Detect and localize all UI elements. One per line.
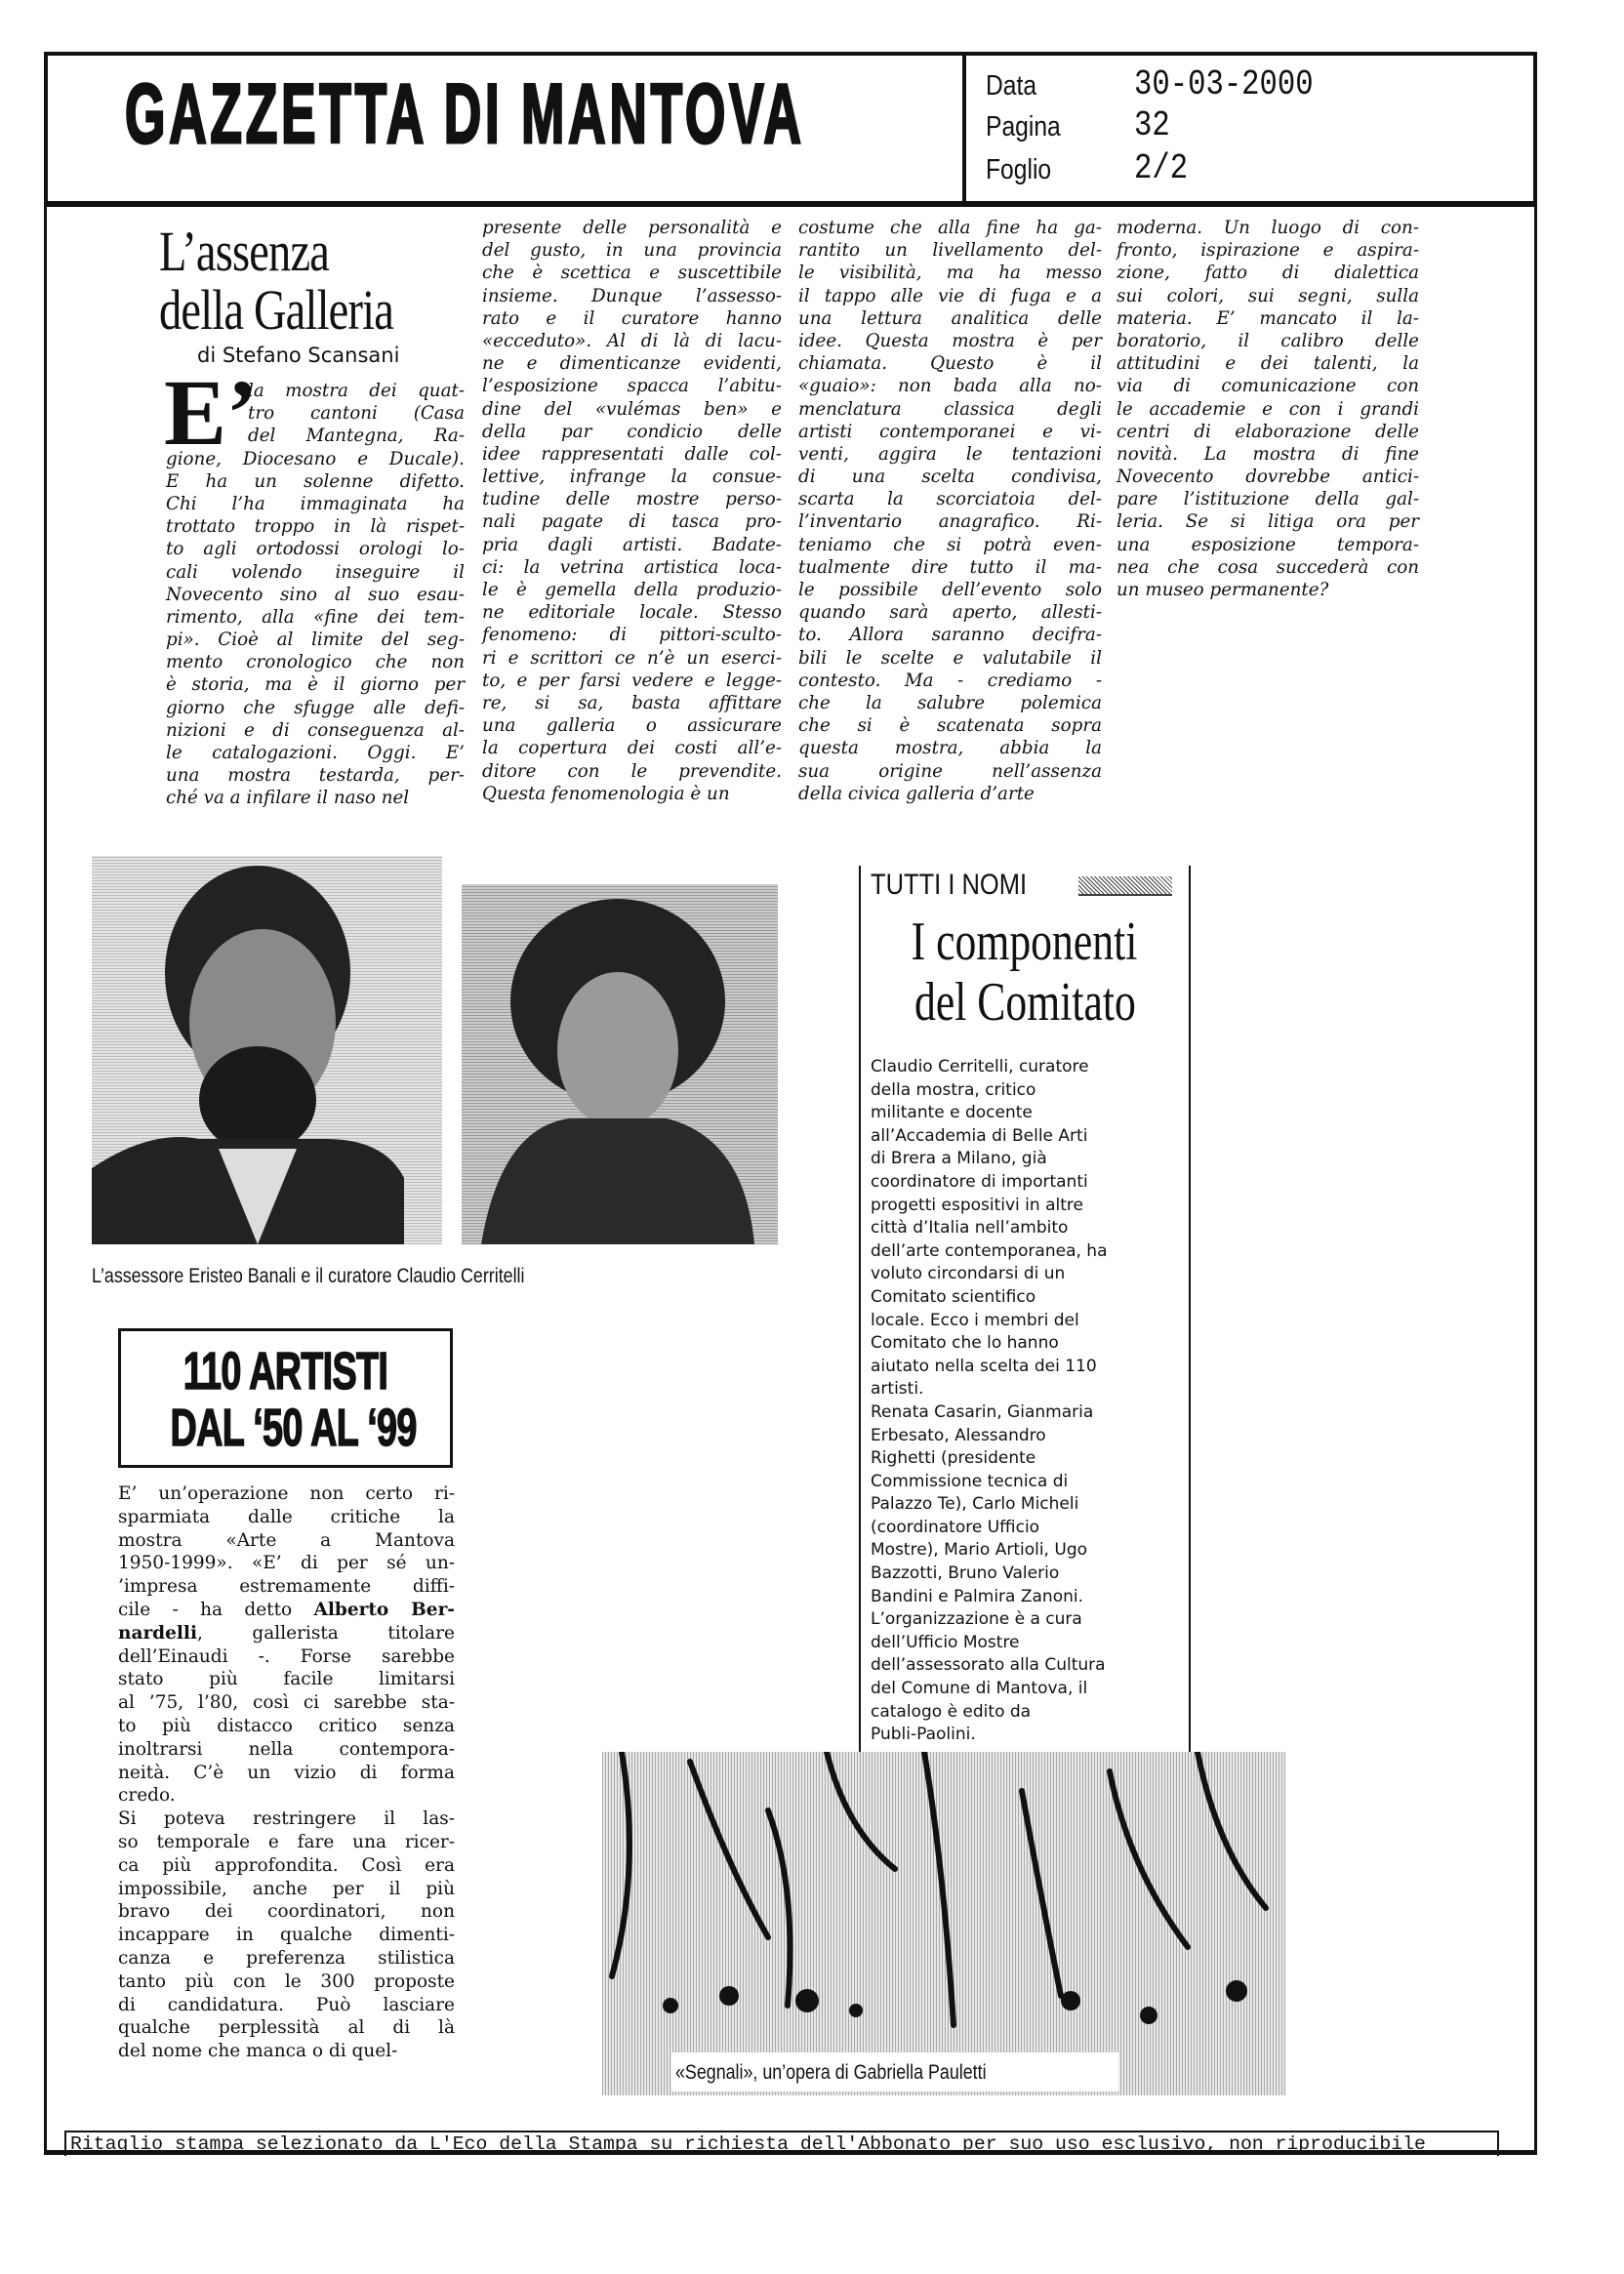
text-line: nea che cosa succederà con [1116, 556, 1419, 578]
text-line: aiutato nella scelta dei 110 [871, 1356, 1097, 1376]
text-line: bravo dei coordinatori, non [118, 1901, 455, 1923]
text-line: una lettura analitica delle [798, 307, 1102, 329]
page-value: 32 [1134, 105, 1170, 145]
date-label: Data [986, 70, 1037, 102]
text-line: Commissione tecnica di [871, 1471, 1069, 1491]
text-line: idee. Questa mostra è per [798, 330, 1102, 351]
text-line: Chi l’ha immaginata ha [166, 493, 465, 514]
text-line: mostra «Arte a Mantova [118, 1529, 455, 1551]
text-line: presente delle personalità e [482, 218, 782, 238]
text-line: 1950-1999». «E’ di per sé un- [118, 1553, 455, 1574]
text-line: ca più approfondita. Così era [118, 1854, 455, 1876]
text-line: dell’Einaudi -. Forse sarebbe [118, 1645, 455, 1667]
text-line: lettive, infrange la consue- [482, 467, 782, 488]
bold-name: nardelli [118, 1622, 197, 1644]
text-line: artisti. [871, 1379, 924, 1400]
text-line: Bazzotti, Bruno Valerio [871, 1563, 1060, 1584]
text-line: costume che alla fine ha ga- [798, 218, 1102, 238]
text-line [118, 1599, 455, 1622]
text-line: to. Allora saranno decifra- [798, 625, 1102, 646]
text-segment: cile - ha detto [118, 1599, 314, 1620]
text-line: idee rappresentati dalle col- [482, 443, 782, 465]
text-line: questa mostra, abbia la [798, 738, 1102, 759]
text-line: Comitato scientifico [871, 1286, 1036, 1307]
text-line: dell’Ufficio Mostre [871, 1632, 1020, 1652]
text-line: (coordinatore Ufficio [871, 1517, 1040, 1537]
text-line: to, e per farsi vedere e legge- [482, 670, 782, 691]
article-column-1 [166, 380, 465, 810]
headline-line-1: L’assenza [159, 220, 330, 283]
text-line: ne e dimenticanze evidenti, [482, 353, 782, 375]
text-line: centri di elaborazione delle [1116, 421, 1419, 442]
text-line: del nome che manca o di quel- [118, 2041, 398, 2062]
text-line: incappare in qualche dimenti- [118, 1925, 455, 1946]
text-line: del Comune di Mantova, il [871, 1679, 1088, 1699]
text-line: rantito un livellamento del- [798, 240, 1102, 262]
text-line: leria. Se si litiga ora per [1116, 511, 1419, 533]
text-line [118, 1622, 455, 1645]
text-line: materia. E’ mancato il la- [1116, 307, 1419, 329]
photo-eristeo-banali [92, 856, 442, 1244]
text-line: fenomeno: di pittori-sculto- [482, 625, 782, 646]
text-line: impossibile, anche per il più [118, 1878, 455, 1899]
sheet-label: Foglio [986, 154, 1052, 185]
text-line: che è scettica e suscettibile [482, 263, 782, 284]
text-line: sparmiata dalle critiche la [118, 1506, 455, 1527]
press-clipping-notice: Ritaglio stampa selezionato da L'Eco della Stampa su richiesta dell'Abbonato per suo uso esclusivo, non riproducibile [64, 2131, 1499, 2156]
text-line: sui colori, sui segni, sulla [1116, 285, 1419, 306]
text-line: ci: la vetrina artistica loca- [482, 556, 782, 578]
text-line: canza e preferenza stilistica [118, 1947, 455, 1969]
text-line: pi». Cioè al limite del seg- [166, 629, 465, 651]
text-line: progetti espositivi in altre [871, 1195, 1083, 1215]
text-line: to agli ortodossi orologi lo- [166, 539, 465, 560]
text-line: Righetti (presidente [871, 1448, 1036, 1469]
text-line: venti, aggira le tentazioni [798, 443, 1102, 465]
text-line: le è gemella della produzio- [482, 580, 782, 600]
article-column-3 [798, 217, 1102, 805]
text-line: Questa fenomenologia è un [482, 783, 730, 804]
text-line: catalogo è edito da [871, 1701, 1032, 1722]
text-line: una mostra testarda, per- [166, 765, 465, 787]
sidebar-body [871, 1056, 1108, 1747]
sidebar-heading-2: del Comitato [914, 972, 1136, 1033]
text-line: tudine delle mostre perso- [482, 489, 782, 510]
text-line: l’esposizione spacca l’abitu- [482, 376, 782, 397]
artisti-headline-1: 110 ARTISTI [183, 1342, 388, 1401]
text-line: locale. Ecco i membri del [871, 1310, 1079, 1330]
text-line: re, si sa, basta affittare [482, 692, 782, 713]
text-line: nali pagate di tasca pro- [482, 511, 782, 533]
text-line: zione, fatto di dialettica [1116, 263, 1419, 284]
text-line: Novecento dovrebbe antici- [1116, 467, 1419, 488]
text-line: moderna. Un luogo di con- [1116, 218, 1419, 238]
text-line: coordinatore di importanti [871, 1171, 1088, 1192]
headline-line-2: della Galleria [159, 278, 393, 342]
text-line: ditore con le prevendite. [482, 760, 782, 782]
text-line: L’organizzazione è a cura [871, 1609, 1082, 1630]
artisti-column [118, 1482, 455, 2063]
page-label: Pagina [986, 111, 1061, 142]
artisti-headline-box [118, 1328, 453, 1468]
text-line: della civica galleria d’arte [798, 783, 1035, 804]
text-line: l’inventario anagrafico. Ri- [798, 511, 1102, 533]
text-line: chiamata. Questo è il [798, 353, 1102, 375]
text-line: militante e docente [871, 1103, 1033, 1123]
text-line: quando sarà aperto, allesti- [798, 602, 1102, 624]
text-line: to più distacco critico senza [118, 1715, 455, 1736]
byline: di Stefano Scansani [197, 344, 400, 367]
text-line: del Mantegna, Ra- [248, 426, 465, 447]
text-line: tualmente dire tutto il ma- [798, 556, 1102, 578]
text-line: ri e scrittori ce n’è un eserci- [482, 647, 782, 669]
text-line: di Brera a Milano, già [871, 1149, 1047, 1169]
text-line: dell’arte contemporanea, ha [871, 1240, 1108, 1261]
article-column-4 [1116, 217, 1419, 601]
text-line: del gusto, in una provincia [482, 240, 782, 262]
text-line: rimento, alla «fine dei tem- [166, 606, 465, 628]
sidebar-kicker: TUTTI I NOMI [871, 869, 1028, 901]
text-line: Renata Casarin, Gianmaria [871, 1401, 1094, 1422]
artisti-headline-2: DAL ‘50 AL ‘99 [170, 1399, 417, 1457]
text-line: nizioni e di conseguenza al- [166, 719, 465, 741]
text-line: che si è scatenata sopra [798, 715, 1102, 737]
text-line: insieme. Dunque l’assesso- [482, 285, 782, 306]
text-line: qualche perplessità al di là [118, 2017, 455, 2039]
text-line: inoltrarsi nella contempora- [118, 1738, 455, 1760]
text-line: Claudio Cerritelli, curatore [871, 1057, 1089, 1076]
text-line: tro cantoni (Casa [248, 403, 465, 425]
text-line: una galleria o assicurare [482, 715, 782, 737]
date-value: 30-03-2000 [1134, 64, 1314, 104]
text-line: che la salubre polemica [798, 692, 1102, 713]
kicker-pattern [1078, 876, 1172, 896]
text-line: ché va a infilare il naso nel [166, 788, 410, 809]
text-line: città d’Italia nell’ambito [871, 1218, 1069, 1239]
text-line: teniamo che si potrà even- [798, 534, 1102, 555]
text-line: il tappo alle vie di fuga e a [798, 285, 1102, 306]
text-segment: , gallerista titolare [196, 1622, 455, 1644]
text-line: è storia, ma è il giorno per [166, 674, 465, 696]
text-line: fronto, ispirazione e aspira- [1116, 240, 1419, 262]
text-line: trottato troppo in là rispet- [166, 516, 465, 538]
text-line: dell’assessorato alla Cultura [871, 1655, 1106, 1676]
text-line: la mostra dei quat- [248, 381, 465, 401]
text-line: voluto circondarsi di un [871, 1264, 1066, 1284]
newspaper-title: GAZZETTA DI MANTOVA [125, 67, 805, 161]
text-line: sua origine nell’assenza [798, 760, 1102, 782]
text-line: le catalogazioni. Oggi. E’ [166, 743, 465, 763]
text-line: Si poteva restringere il las- [118, 1808, 455, 1830]
text-line: scarta la scorciatoia del- [798, 489, 1102, 510]
text-line: le possibile dell’evento solo [798, 580, 1102, 600]
text-line: boratorio, il calibro delle [1116, 330, 1419, 351]
text-line: via di comunicazione con [1116, 376, 1419, 397]
text-line: pare l’istituzione della gal- [1116, 489, 1419, 510]
text-line: attitudini e dei talenti, la [1116, 353, 1419, 375]
text-line: le visibilità, ma ha messo [798, 263, 1102, 284]
text-line: cali volendo inseguire il [166, 561, 465, 583]
text-line: neità. C’è un vizio di forma [118, 1762, 455, 1783]
text-line: menclatura classica degli [798, 398, 1102, 420]
text-line: Novecento sino al suo esau- [166, 584, 465, 605]
text-line: pria dagli artisti. Badate- [482, 534, 782, 555]
article-column-2 [482, 217, 782, 805]
text-line: Comitato che lo hanno [871, 1333, 1059, 1354]
text-line: della par condicio delle [482, 421, 782, 442]
text-line: Erbesato, Alessandro [871, 1425, 1046, 1445]
text-line: contesto. Ma - crediamo - [798, 670, 1102, 691]
text-line: le accademie e con i grandi [1116, 398, 1419, 420]
text-line: della mostra, critico [871, 1079, 1036, 1100]
text-line: «ecceduto». Al di là di lacu- [482, 330, 782, 351]
text-line: una esposizione tempora- [1116, 534, 1419, 555]
text-line: ’impresa estremamente diffi- [118, 1576, 455, 1598]
text-line: la copertura dei costi all’e- [482, 738, 782, 759]
text-line: rato e il curatore hanno [482, 307, 782, 329]
text-line: dine del «vulémas ben» e [482, 398, 782, 420]
text-line: gione, Diocesano e Ducale). [166, 448, 465, 469]
photo-caption: L’assessore Eristeo Banali e il curatore Claudio Cerritelli [92, 1265, 525, 1287]
text-line: mento cronologico che non [166, 652, 465, 673]
text-line: E ha un solenne difetto. [166, 470, 465, 492]
text-line: «guaio»: non bada alla no- [798, 376, 1102, 397]
text-line: ne editoriale locale. Stesso [482, 602, 782, 624]
text-line: di candidatura. Può lasciare [118, 1994, 455, 2015]
text-line: credo. [118, 1785, 176, 1807]
text-line: Palazzo Te), Carlo Micheli [871, 1494, 1079, 1515]
text-line: bili le scelte e valutabile il [798, 647, 1102, 669]
text-line: artisti contemporanei e vi- [798, 421, 1102, 442]
text-line: so temporale e fare una ricer- [118, 1831, 455, 1852]
artwork-segnali [602, 1752, 1285, 2095]
sidebar-heading-1: I componenti [912, 912, 1138, 972]
drop-cap: E’ [164, 360, 258, 465]
text-line: di una scelta condivisa, [798, 467, 1102, 488]
text-line: giorno che sfugge alle defi- [166, 697, 465, 718]
bold-name: Alberto Ber- [313, 1599, 455, 1620]
sheet-value: 2/2 [1134, 148, 1189, 188]
text-line: Publi-Paolini. [871, 1725, 976, 1745]
text-line: novità. La mostra di fine [1116, 443, 1419, 465]
text-line: all’Accademia di Belle Arti [871, 1125, 1088, 1146]
text-line: tanto più con le 300 proposte [118, 1970, 455, 1992]
text-line: al ’75, l’80, così ci sarebbe sta- [118, 1692, 455, 1714]
photo-claudio-cerritelli [462, 884, 778, 1244]
text-line: Mostre), Mario Artioli, Ugo [871, 1540, 1088, 1561]
text-line: stato più facile limitarsi [118, 1669, 455, 1690]
text-line: Bandini e Palmira Zanoni. [871, 1586, 1083, 1606]
text-line: E’ un’operazione non certo ri- [118, 1483, 455, 1504]
text-line: un museo permanente? [1116, 580, 1329, 600]
artwork-caption: «Segnali», un’opera di Gabriella Pauletti [675, 2061, 987, 2084]
